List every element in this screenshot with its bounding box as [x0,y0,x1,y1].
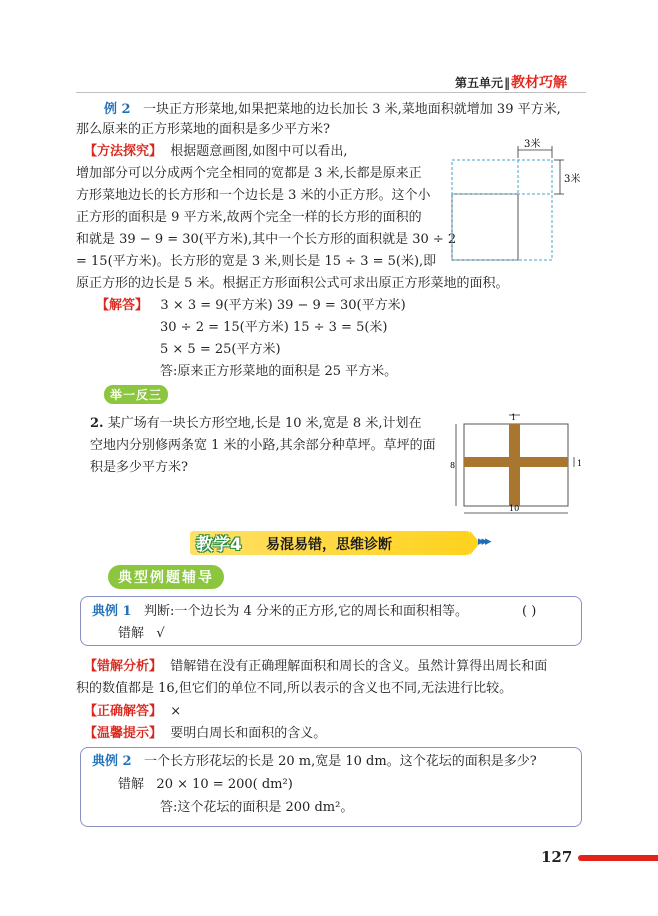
header-separator: ‖ [504,76,511,90]
solution-text-2: 30 ÷ 2 = 15(平方米) 15 ÷ 3 = 5(米) [160,320,388,335]
solution-text-4: 答:原来正方形菜地的面积是 25 平方米。 [160,364,398,379]
correct-line [84,702,181,722]
practice-text-1: 某广场有一块长方形空地,长是 10 米,宽是 8 米,计划在 [107,416,422,431]
typical2-wrong-label: 错解 [118,777,145,792]
typical2-wrong-calc: 20 × 10 = 200( dm²) [156,777,293,792]
method-text-5: 和就是 39 − 9 = 30(平方米),其中一个长方形的面积就是 30 ÷ 2 [76,232,457,247]
analysis-line-1 [84,657,547,677]
fig2-label-left: 8 [450,461,456,470]
analysis-text-1: 错解错在没有正确理解面积和周长的含义。虽然计算得出周长和面 [170,659,548,674]
method-text-7: 原正方形的边长是 5 米。根据正方形面积公式可求出原正方形菜地的面积。 [76,276,509,291]
unit-label: 第五单元 [455,76,504,90]
method-text-3: 方形菜地边长的长方形和一个边长是 3 米的小正方形。这个小 [76,188,431,203]
method-text-4: 正方形的面积是 9 平方米,故两个完全一样的长方形的面积的 [76,210,422,225]
banner-title: 易混易错，思维诊断 [266,537,392,553]
typical1-question-line [92,602,468,622]
typical2-question: 一个长方形花坛的长是 20 m,宽是 10 dm。这个花坛的面积是多少? [143,754,537,769]
example2-text-1: 一块正方形菜地,如果把菜地的边长加长 3 米,菜地面积就增加 39 平方米, [142,102,561,117]
solution-line-1 [96,296,406,316]
typical2-wrong-line [118,775,293,795]
header-title: 教材巧解 [511,75,568,91]
typical2-label: 典例 2 [92,754,132,769]
method-tag: 【方法探究】 [84,144,163,159]
tip-text: 要明白周长和面积的含义。 [170,726,327,741]
practice-number: 2. [90,416,104,431]
header-rule [76,92,586,93]
correct-tag: 【正确解答】 [84,704,163,719]
typical1-question: 判断:一个边长为 4 分米的正方形,它的周长和面积相等。 [143,604,469,619]
typical2-wrong-answer: 答:这个花坛的面积是 200 dm²。 [160,800,354,815]
method-text-2: 增加部分可以分成两个完全相同的宽都是 3 米,长都是原来正 [76,166,422,181]
practice-badge: 举一反三 [104,385,168,404]
practice-line-1 [90,414,421,434]
fig2-label-right: 1 [577,459,583,468]
typical1-wrong-label: 错解 [118,626,145,641]
example2-label: 例 2 [104,102,131,117]
fig2-label-bottom: 10 [509,504,520,513]
method-text-6: = 15(平方米)。长方形的宽是 3 米,则长是 15 ÷ 3 = 5(米),即 [76,254,437,269]
method-line-1 [84,142,348,162]
example2-text-2: 那么原来的正方形菜地的面积是多少平方米? [76,122,330,137]
solution-text-1: 3 × 3 = 9(平方米) 39 − 9 = 30(平方米) [160,298,406,313]
tip-tag: 【温馨提示】 [84,726,163,741]
typical1-wrong-line [118,624,165,644]
fig2-label-top: 1 [511,413,517,422]
typical-example-badge: 典型例题辅导 [108,565,224,589]
square-extension-figure [446,136,596,276]
extended-square [452,160,552,260]
banner-number: 教学4 [196,535,242,555]
typical1-label: 典例 1 [92,604,132,619]
method-text-1: 根据题意画图,如图中可以看出, [170,144,348,159]
banner-arrows-icon: ▸▸▸ [478,534,489,549]
tip-line [84,724,326,744]
field-with-paths-figure [448,410,588,518]
example2-line-1 [104,100,561,120]
analysis-text-2: 积的数值都是 16,但它们的单位不同,所以表示的含义也不同,无法进行比较。 [76,681,513,696]
fig1-label-side: 3米 [564,174,581,185]
page-number-bar [578,855,658,861]
correct-answer: × [170,704,182,719]
analysis-tag: 【错解分析】 [84,659,163,674]
typical2-question-line [92,752,537,772]
practice-text-2: 空地内分别修两条宽 1 米的小路,其余部分种草坪。草坪的面 [90,438,436,453]
practice-text-3: 积是多少平方米? [90,460,188,475]
typical1-wrong-answer: √ [156,626,165,641]
page-header [455,72,567,92]
page-number: 127 [541,848,573,866]
original-square [452,194,518,260]
solution-tag: 【解答】 [96,298,149,313]
typical1-paren: ( ) [522,604,537,619]
solution-text-3: 5 × 5 = 25(平方米) [160,342,281,357]
horizontal-path [464,457,568,467]
fig1-label-top: 3米 [524,139,541,150]
